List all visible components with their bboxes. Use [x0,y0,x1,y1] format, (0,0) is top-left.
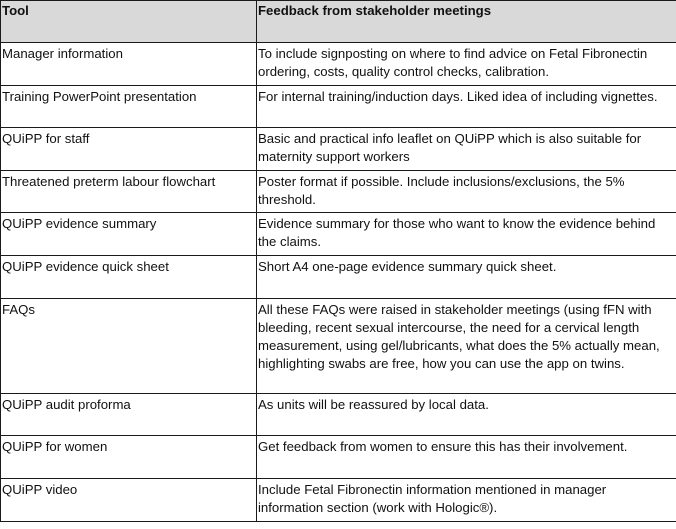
tool-cell: QUiPP video [1,479,257,522]
feedback-cell: To include signposting on where to find advice on Fetal Fibronectin ordering, costs, quality control checks, calibration. [257,43,676,86]
feedback-cell: All these FAQs were raised in stakeholder meetings (using fFN with bleeding, recent sexual intercourse, the need for a cervical length measurement, using gel/lubricants, what does the 5% actually mean, highlighting swabs are free, how you can use the app on twins. [257,299,676,394]
table-header [1,1,676,43]
header-row [1,1,676,43]
tool-cell: Manager information [1,43,257,86]
header-feedback: Feedback from stakeholder meetings [257,1,676,43]
tool-cell: Threatened preterm labour flowchart [1,171,257,213]
feedback-cell: As units will be reassured by local data. [257,394,676,436]
table-row [1,256,676,299]
feedback-cell: Evidence summary for those who want to know the evidence behind the claims. [257,213,676,256]
tool-cell: Training PowerPoint presentation [1,86,257,128]
tool-cell: QUiPP audit proforma [1,394,257,436]
table-row [1,299,676,394]
feedback-cell: For internal training/induction days. Liked idea of including vignettes. [257,86,676,128]
table-row [1,43,676,86]
feedback-cell: Basic and practical info leaflet on QUiPP which is also suitable for maternity support workers [257,128,676,171]
table-body [1,43,676,522]
table-row [1,436,676,479]
feedback-cell: Poster format if possible. Include inclusions/exclusions, the 5% threshold. [257,171,676,213]
table-row [1,128,676,171]
header-tool: Tool [1,1,257,43]
tool-cell: QUiPP evidence summary [1,213,257,256]
tool-cell: QUiPP for staff [1,128,257,171]
tool-cell: QUiPP for women [1,436,257,479]
feedback-cell: Include Fetal Fibronectin information mentioned in manager information section (work with Hologic®). [257,479,676,522]
feedback-cell: Get feedback from women to ensure this has their involvement. [257,436,676,479]
feedback-cell: Short A4 one-page evidence summary quick sheet. [257,256,676,299]
table-row [1,479,676,522]
table-row [1,394,676,436]
table-row [1,213,676,256]
table-row [1,86,676,128]
tool-cell: FAQs [1,299,257,394]
tool-cell: QUiPP evidence quick sheet [1,256,257,299]
table-row [1,171,676,213]
